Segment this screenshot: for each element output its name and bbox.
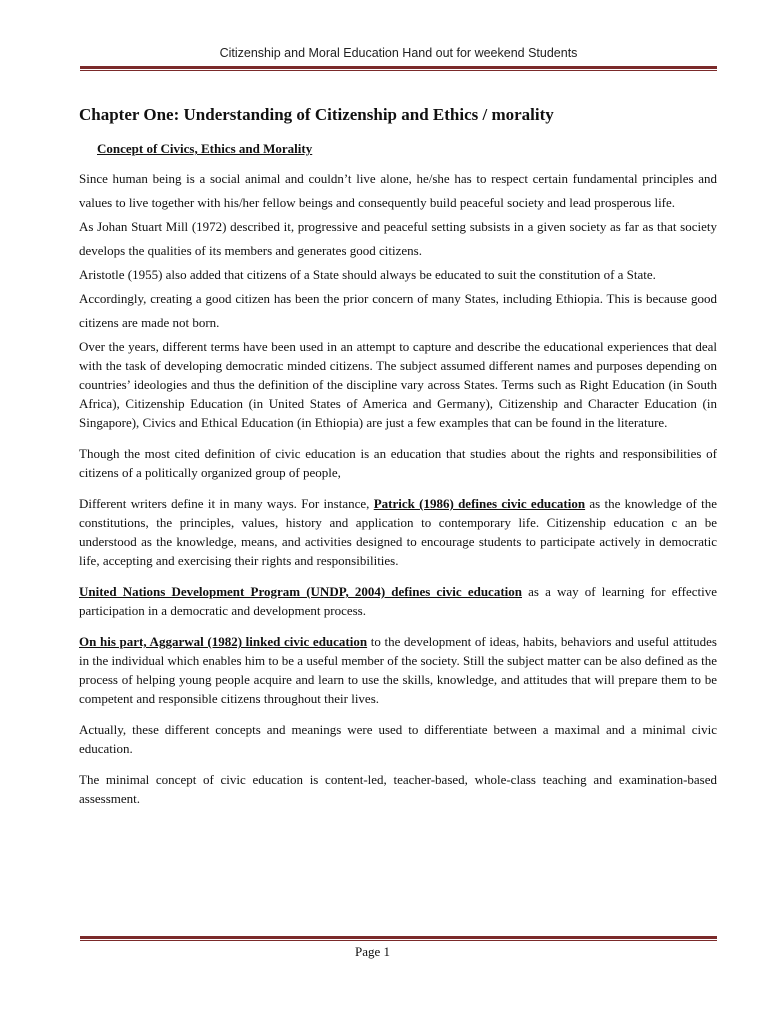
- page-body: [79, 104, 717, 820]
- paragraph-patrick: [79, 494, 717, 570]
- paragraph-minimal-concept: The minimal concept of civic education is content-led, teacher-based, whole-class teaching and examination-based assessment.: [79, 772, 717, 806]
- paragraph-mill: As Johan Stuart Mill (1972) described it, progressive and peaceful setting subsists in a given society as far as that society develops the qualities of its members and generates good citizens.: [79, 219, 717, 258]
- paragraph-aggarwal: [79, 632, 717, 708]
- paragraph-maximal-minimal: Actually, these different concepts and meanings were used to differentiate between a maximal and a minimal civic education.: [79, 722, 717, 756]
- header-divider: [80, 66, 717, 71]
- paragraph-definition: Though the most cited definition of civic education is an education that studies about the rights and responsibilities of citizens of a politically organized group of people,: [79, 446, 717, 480]
- chapter-title: Chapter One: Understanding of Citizenship and Ethics / morality: [79, 105, 554, 124]
- paragraph-text: Different writers define it in many ways. For instance,: [79, 496, 374, 511]
- paragraph-text: as the knowledge of the constitutions, the principles, values, history and application to contemporary life. Citizenship education c an be understood as the knowledge, means, and activities designed to encourage students to participate actively in democratic life, accepting and exercising their rights and responsibilities.: [79, 496, 718, 568]
- paragraph-text: to the development of ideas, habits, behaviors and useful attitudes in the individual which enables him to be a useful member of the society. Still the subject matter can be also defined as the process of helping young people acquire and learn to use the skills, knowledge, and attitudes that will prepare them to be competent and responsible citizens throughout their lives.: [79, 634, 717, 706]
- paragraph-text: as a way of learning for effective participation in a democratic and development process.: [79, 584, 717, 618]
- section-heading: Concept of Civics, Ethics and Morality: [97, 141, 313, 156]
- citation-undp: United Nations Development Program (UNDP, 2004) defines civic education: [79, 584, 522, 599]
- paragraph-social-animal: Since human being is a social animal and couldn’t live alone, he/she has to respect certain fundamental principles and values to live together with his/her fellow beings and consequently build peaceful society and lead prosperous life.: [79, 171, 717, 210]
- citation-aggarwal: On his part, Aggarwal (1982) linked civic education: [79, 634, 368, 649]
- page-header: Citizenship and Moral Education Hand out for weekend Students: [219, 46, 578, 60]
- paragraph-terms: Over the years, different terms have been used in an attempt to capture and describe the educational experiences that deal with the task of developing democratic minded citizens. The subject assumed different names and purposes depending on countries’ ideologies and thus the definition of the discipline vary across States. Terms such as Right Education (in South Africa), Citizenship Education (in United States of America and Germany), Citizenship and Character Education (in Singapore), Civics and Ethical Education (in Ethiopia) are just a few examples that can be found in the literature.: [79, 339, 717, 430]
- paragraph-aristotle: Aristotle (1955) also added that citizens of a State should always be educated to suit the constitution of a State.: [79, 267, 656, 282]
- paragraph-undp: [79, 582, 717, 620]
- page-number: Page 1: [354, 944, 391, 959]
- citation-patrick: Patrick (1986) defines civic education: [373, 496, 586, 511]
- footer-divider: [80, 936, 717, 941]
- paragraph-good-citizen: Accordingly, creating a good citizen has been the prior concern of many States, including Ethiopia. This is because good citizens are made not born.: [79, 291, 717, 330]
